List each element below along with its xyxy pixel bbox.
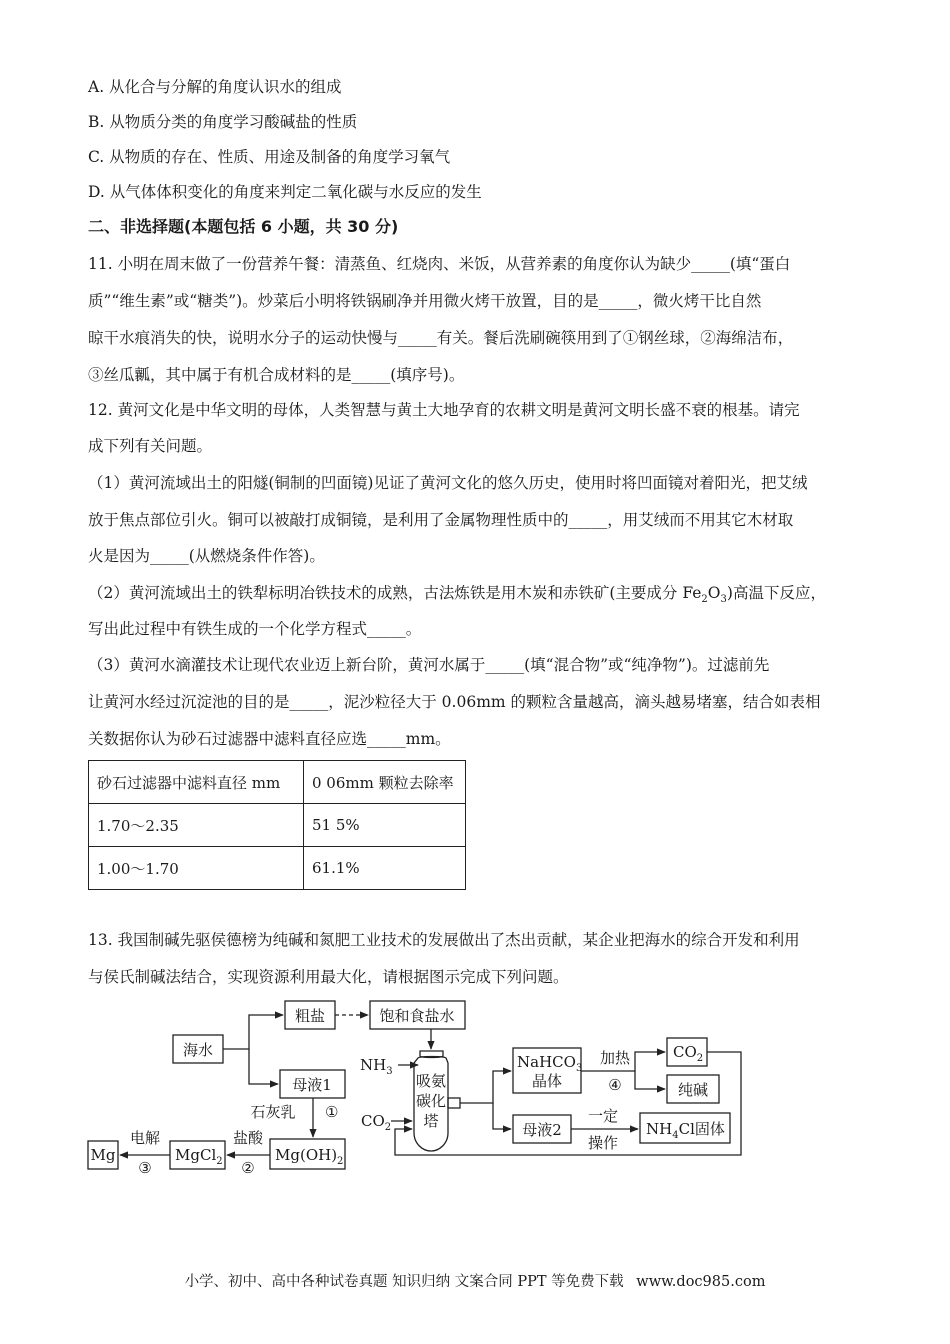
lime-label: 石灰乳 <box>250 1103 296 1121</box>
co2-out-label <box>673 1043 703 1064</box>
option-b: B. 从物质分类的角度学习酸碱盐的性质 <box>88 113 358 131</box>
process-flow-diagram <box>85 993 755 1178</box>
q12-part1-line-3: 火是因为_____(从燃烧条件作答)。 <box>88 547 325 565</box>
nh3-label <box>360 1056 393 1077</box>
table-cell: 1.00～1.70 <box>89 847 304 890</box>
mother-liquor-1-label: 母液1 <box>292 1076 332 1094</box>
nh4cl-main: NH <box>646 1120 673 1138</box>
co2-out-subscript: 2 <box>696 1053 704 1064</box>
nahco3-main: NaHCO <box>517 1053 576 1071</box>
q11-line-2: 质”“维生素”或“糖类”)。炒菜后小明将铁锅刷净并用微火烤干放置，目的是_____，微火烤干比自然 <box>88 292 762 310</box>
q11-line-1: 11. 小明在周末做了一份营养午餐：清蒸鱼、红烧肉、米饭，从营养素的角度你认为缺少_____(填“蛋白 <box>88 255 791 273</box>
step-4-label: ④ <box>608 1076 622 1094</box>
table-header-row <box>89 761 466 804</box>
crystal-label: 晶体 <box>531 1072 563 1090</box>
certain-label: 一定 <box>587 1107 619 1125</box>
co2-in-subscript: 2 <box>384 1122 392 1133</box>
table-cell: 51 5% <box>304 804 466 847</box>
step-1-label: ① <box>325 1103 339 1121</box>
step-2-label: ② <box>241 1159 255 1177</box>
nh4cl-rest: Cl固体 <box>678 1120 725 1138</box>
fe2o3-subscript-2: 2 <box>701 594 708 606</box>
mgcl2-main: MgCl <box>175 1146 217 1164</box>
q12-part1-line-1: （1）黄河流域出土的阳燧(铜制的凹面镜)见证了黄河文化的悠久历史，使用时将凹面镜对着阳光，把艾绒 <box>88 474 808 492</box>
table-header-cell: 砂石过滤器中滤料直径 mm <box>89 761 304 804</box>
step-3-label: ③ <box>138 1159 152 1177</box>
mgoh2-subscript: 2 <box>337 1156 344 1167</box>
q12-line-2: 成下列有关问题。 <box>88 437 213 455</box>
footer-text: 小学、初中、高中各种试卷真题 知识归纳 文案合同 PPT 等免费下载 <box>184 1274 624 1290</box>
option-c: C. 从物质的存在、性质、用途及制备的角度学习氧气 <box>88 148 451 166</box>
table-row <box>89 847 466 890</box>
footer-site-link[interactable]: www.doc985.com <box>636 1274 766 1290</box>
soda-label: 纯碱 <box>677 1081 709 1099</box>
q12-part3-line-2: 让黄河水经过沉淀池的目的是_____，泥沙粒径大于 0.06mm 的颗粒含量越高，滴头越易堵塞，结合如表相 <box>88 693 821 711</box>
q12-part2-text-a: （2）黄河流域出土的铁犁标明冶铁技术的成熟，古法炼铁是用木炭和赤铁矿(主要成分 Fe <box>88 584 702 602</box>
brine-label: 饱和食盐水 <box>379 1007 455 1025</box>
q12-part3-line-1: （3）黄河水滴灌技术让现代农业迈上新台阶，黄河水属于_____(填“混合物”或“纯净物”)。过滤前先 <box>88 656 770 674</box>
nh3-main: NH <box>360 1056 387 1074</box>
tower-label-1: 吸氨 <box>415 1072 447 1090</box>
q12-part2-line-2: 写出此过程中有铁生成的一个化学方程式_____。 <box>88 620 422 638</box>
page-footer <box>0 1270 950 1291</box>
nh3-subscript: 3 <box>386 1066 393 1077</box>
q12-line-1: 12. 黄河文化是中华文明的母体，人类智慧与黄土大地孕育的农耕文明是黄河文明长盛不衰的根基。请完 <box>88 401 800 419</box>
nahco3-subscript: 3 <box>575 1063 583 1074</box>
tower-label-3: 塔 <box>423 1112 439 1130</box>
co2-out-main: CO <box>673 1043 697 1061</box>
section-title: 二、非选择题(本题包括 6 小题，共 30 分) <box>88 217 399 236</box>
crude-salt-label: 粗盐 <box>294 1007 326 1025</box>
mgcl2-label <box>175 1146 223 1167</box>
q11-line-4: ③丝瓜瓤，其中属于有机合成材料的是_____(填序号)。 <box>88 366 465 384</box>
option-d: D. 从气体体积变化的角度来判定二氧化碳与水反应的发生 <box>88 183 482 201</box>
heat-label: 加热 <box>599 1049 631 1067</box>
electrolysis-label: 电解 <box>129 1129 161 1147</box>
nahco3-label <box>517 1053 582 1074</box>
q11-line-3: 晾干水痕消失的快，说明水分子的运动快慢与_____有关。餐后洗刷碗筷用到了①钢丝球，②海绵洁布， <box>88 329 794 347</box>
tower-label-2: 碳化 <box>415 1092 447 1110</box>
filter-data-table <box>88 760 466 890</box>
table-cell: 61.1% <box>304 847 466 890</box>
q12-part2-line-1 <box>88 582 826 611</box>
hcl-label: 盐酸 <box>232 1129 264 1147</box>
table-row <box>89 804 466 847</box>
q12-part2-text-b: )高温下反应， <box>726 584 826 602</box>
mgoh2-label <box>275 1146 343 1167</box>
tower-outlet <box>448 1098 460 1108</box>
fe2o3-subscript-3: 3 <box>720 594 727 606</box>
q13-line-2: 与侯氏制碱法结合，实现资源利用最大化，请根据图示完成下列问题。 <box>88 968 569 986</box>
nh4cl-subscript: 4 <box>672 1130 679 1141</box>
fe2o3-o: O <box>707 584 721 602</box>
mgcl2-subscript: 2 <box>216 1156 223 1167</box>
table-header-cell: 0 06mm 颗粒去除率 <box>304 761 466 804</box>
nh4cl-label <box>646 1120 725 1141</box>
q12-part1-line-2: 放于焦点部位引火。铜可以被敲打成铜镜，是利用了金属物理性质中的_____，用艾绒而不用其它木材取 <box>88 511 794 529</box>
option-a: A. 从化合与分解的角度认识水的组成 <box>88 78 342 96</box>
mg-label: Mg <box>90 1146 116 1164</box>
q13-line-1: 13. 我国制碱先驱侯德榜为纯碱和氮肥工业技术的发展做出了杰出贡献，某企业把海水的综合开发和利用 <box>88 931 800 949</box>
mgoh2-main: Mg(OH) <box>275 1146 338 1164</box>
co2-in-label <box>361 1112 391 1133</box>
seawater-label: 海水 <box>182 1041 214 1059</box>
mother-liquor-2-label: 母液2 <box>522 1121 562 1139</box>
table-cell: 1.70～2.35 <box>89 804 304 847</box>
co2-in-main: CO <box>361 1112 385 1130</box>
operation-label: 操作 <box>587 1134 619 1152</box>
q12-part3-line-3: 关数据你认为砂石过滤器中滤料直径应选_____mm。 <box>88 730 451 748</box>
